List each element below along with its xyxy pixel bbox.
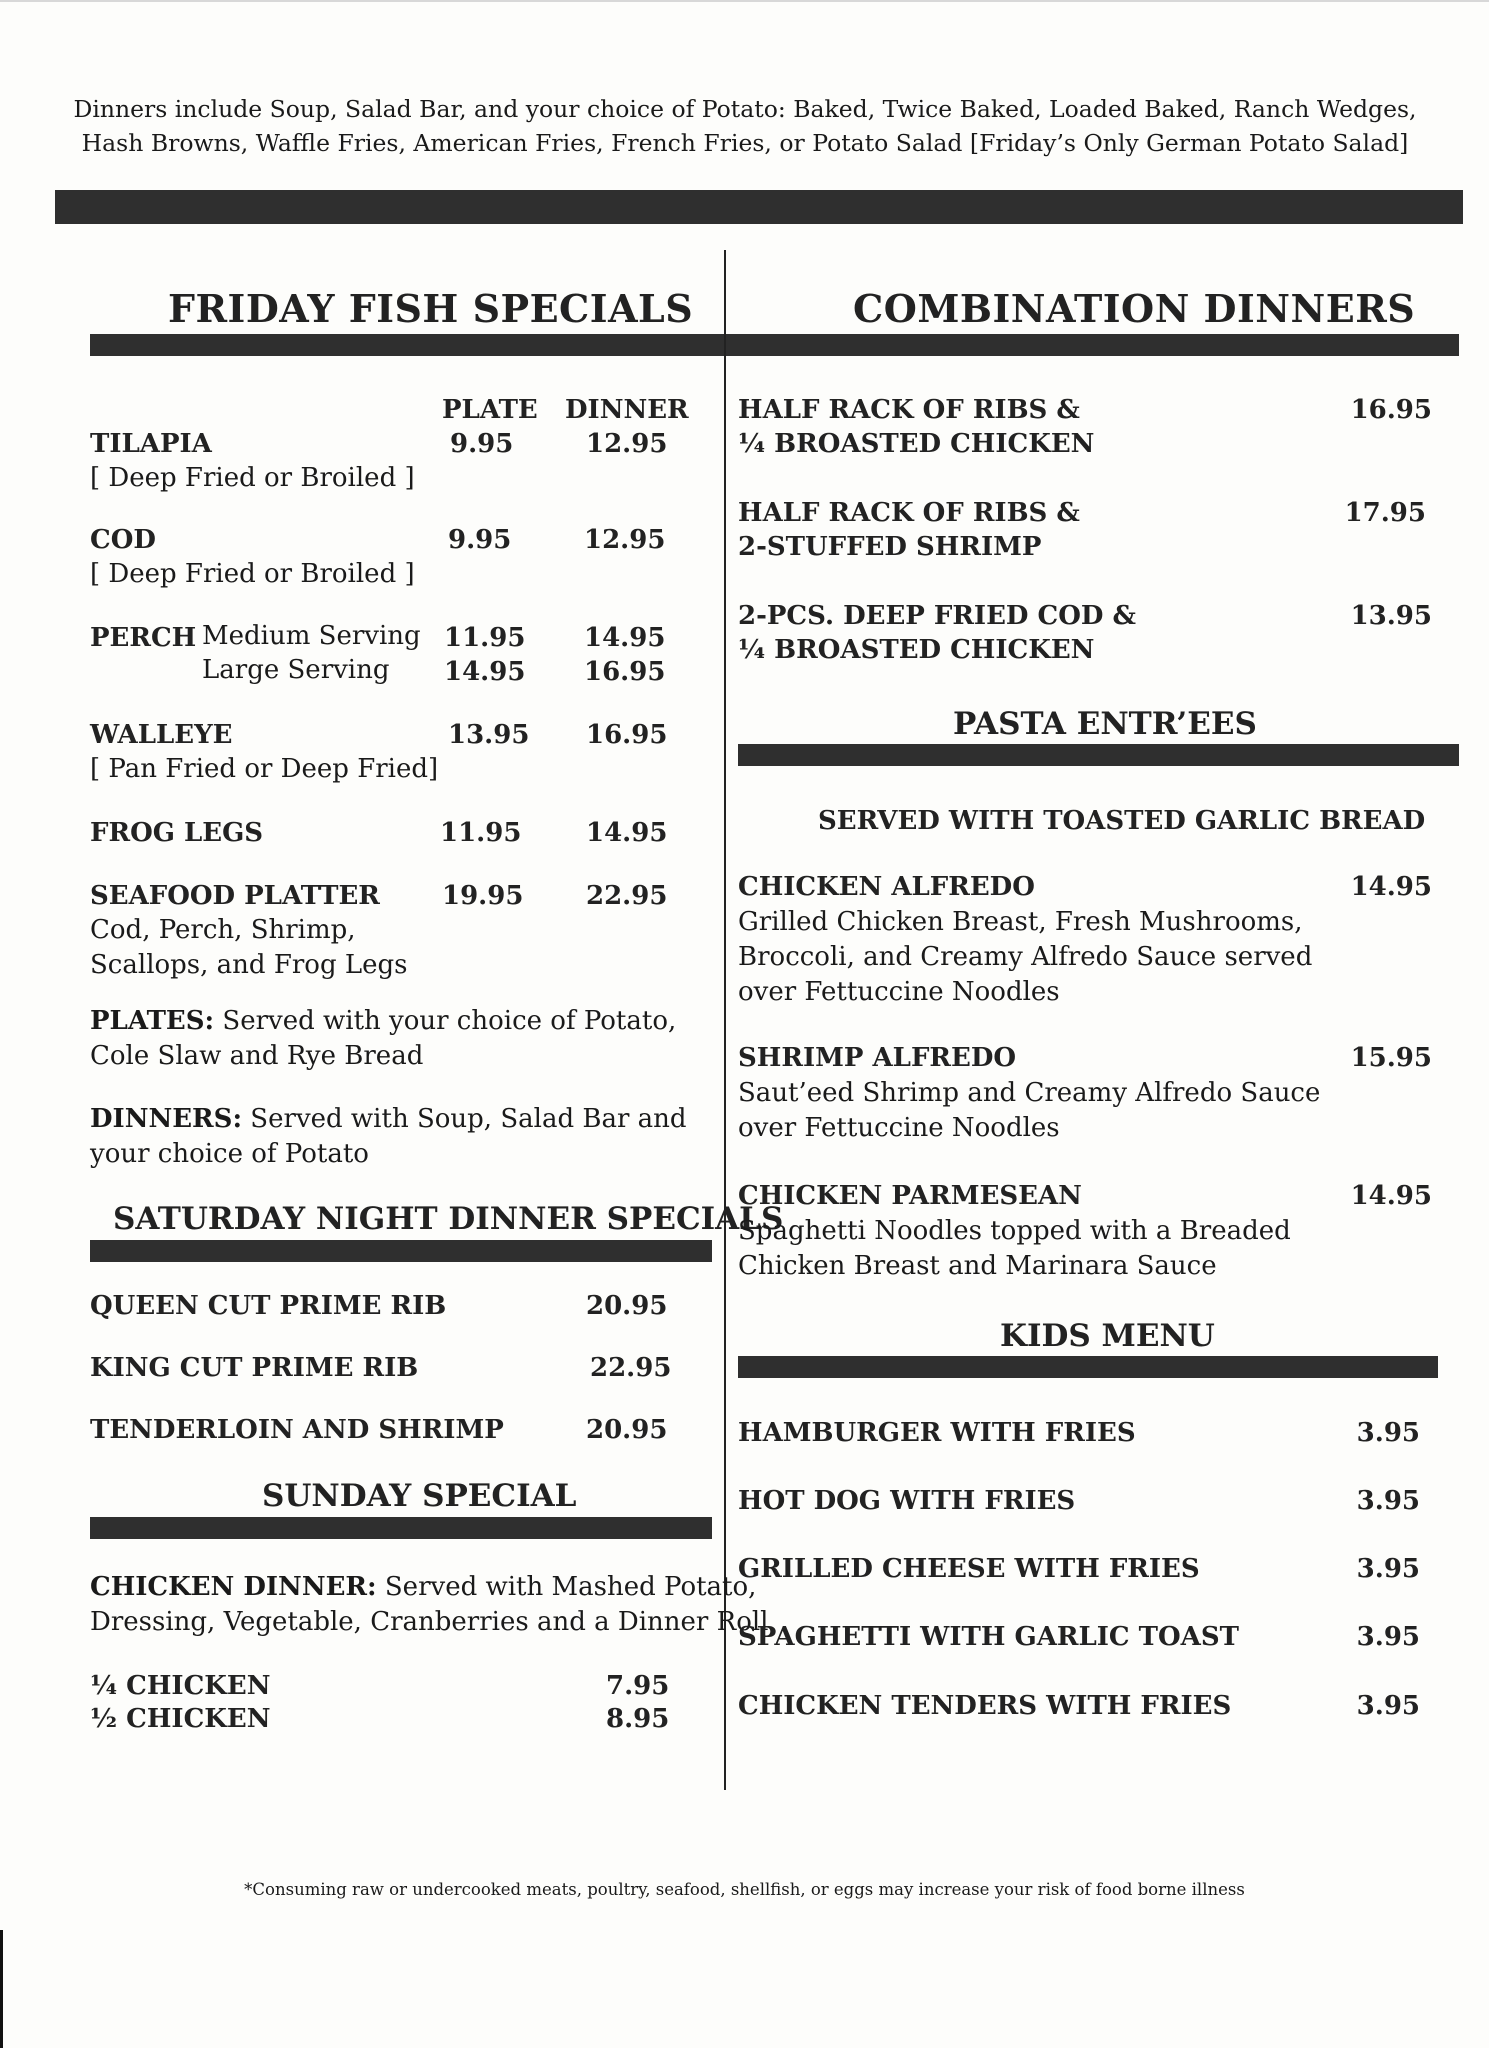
dinners-note-line-2: your choice of Potato [90,1139,369,1169]
combo-3-line-1: 2-PCS. DEEP FRIED COD & [738,601,1136,631]
column-divider [724,250,726,1790]
plates-label: PLATES: [90,1006,215,1036]
cod-plate-price: 9.95 [448,525,512,555]
combo-2-line-1: HALF RACK OF RIBS & [738,498,1080,528]
sunday-section-bar [90,1517,712,1539]
kids-item-price: 3.95 [1356,1691,1420,1721]
combo-3-price: 13.95 [1350,601,1432,631]
chicken-dinner-line-2: Dressing, Vegetable, Cranberries and a Dinner Roll [90,1607,769,1637]
tilapia-name: TILAPIA [90,429,212,459]
plates-text-1: Served with your choice of Potato, [214,1006,677,1036]
food-safety-disclaimer: *Consuming raw or undercooked meats, poultry, seafood, shellfish, or eggs may increase your risk of food borne illness [244,1880,1245,1899]
seafood-platter-dinner-price: 22.95 [586,881,668,911]
chicken-parmesean-desc-1: Spaghetti Noodles topped with a Breaded [738,1216,1291,1246]
kids-item-price: 3.95 [1356,1486,1420,1516]
perch-large-dinner-price: 16.95 [584,657,666,687]
combo-section-bar [726,334,1459,356]
sunday-section-title: SUNDAY SPECIAL [262,1478,577,1514]
seafood-platter-desc-2: Scallops, and Frog Legs [90,950,408,980]
chicken-alfredo-desc-2: Broccoli, and Creamy Alfredo Sauce served [738,942,1313,972]
combo-3-line-2: ¼ BROASTED CHICKEN [738,635,1095,665]
king-cut-price: 22.95 [590,1353,672,1383]
chicken-dinner-line-1 [90,1570,756,1605]
walleye-dinner-price: 16.95 [586,720,668,750]
kids-item-price: 3.95 [1356,1554,1420,1584]
seafood-platter-plate-price: 19.95 [442,881,524,911]
chicken-parmesean-desc-2: Chicken Breast and Marinara Sauce [738,1251,1217,1281]
quarter-chicken-name: ¼ CHICKEN [90,1671,271,1701]
tenderloin-shrimp-price: 20.95 [586,1415,668,1445]
top-divider-bar [55,190,1463,224]
saturday-section-bar [90,1240,712,1262]
perch-medium-dinner-price: 14.95 [584,623,666,653]
fish-section-bar [90,334,724,356]
dinner-column-header: DINNER [565,395,689,425]
perch-medium-plate-price: 11.95 [444,623,526,653]
kids-section-title: KIDS MENU [1000,1318,1215,1354]
queen-cut-price: 20.95 [586,1291,668,1321]
combo-2-line-2: 2-STUFFED SHRIMP [738,532,1042,562]
kids-item-name: HOT DOG WITH FRIES [738,1486,1076,1516]
tilapia-note: [ Deep Fried or Broiled ] [90,463,415,493]
combo-1-price: 16.95 [1350,395,1432,425]
perch-name: PERCH [90,623,197,653]
shrimp-alfredo-name: SHRIMP ALFREDO [738,1043,1017,1073]
kids-item-name: CHICKEN TENDERS WITH FRIES [738,1691,1232,1721]
half-chicken-name: ½ CHICKEN [90,1704,271,1734]
chicken-alfredo-name: CHICKEN ALFREDO [738,872,1035,902]
walleye-note: [ Pan Fried or Deep Fried] [90,754,439,784]
tenderloin-shrimp-name: TENDERLOIN AND SHRIMP [90,1415,504,1445]
tilapia-dinner-price: 12.95 [586,429,668,459]
kids-item-name: HAMBURGER WITH FRIES [738,1418,1136,1448]
kids-item-price: 3.95 [1356,1418,1420,1448]
perch-large-plate-price: 14.95 [444,657,526,687]
pasta-section-bar [738,744,1459,766]
walleye-plate-price: 13.95 [448,720,530,750]
combo-1-line-2: ¼ BROASTED CHICKEN [738,429,1095,459]
frog-legs-name: FROG LEGS [90,818,264,848]
pasta-section-title: PASTA ENTR’EES [953,706,1257,742]
dinners-label: DINNERS: [90,1104,243,1134]
cod-name: COD [90,525,156,555]
combo-section-title: COMBINATION DINNERS [853,286,1416,331]
combo-2-price: 17.95 [1344,498,1426,528]
seafood-platter-desc-1: Cod, Perch, Shrimp, [90,915,356,945]
kids-item-name: GRILLED CHEESE WITH FRIES [738,1554,1200,1584]
perch-medium-label: Medium Serving [202,621,421,651]
half-chicken-price: 8.95 [606,1704,670,1734]
shrimp-alfredo-desc-1: Saut’eed Shrimp and Creamy Alfredo Sauce [738,1078,1321,1108]
kids-section-bar [738,1356,1438,1378]
intro-line-1: Dinners include Soup, Salad Bar, and your choice of Potato: Baked, Twice Baked, Loaded Baked, Ranch Wedges, [73,95,1417,123]
chicken-dinner-label: CHICKEN DINNER: [90,1572,377,1602]
plate-column-header: PLATE [442,395,538,425]
intro-text [60,92,1430,160]
chicken-parmesean-name: CHICKEN PARMESEAN [738,1181,1082,1211]
cod-note: [ Deep Fried or Broiled ] [90,559,415,589]
scan-edge-mark [0,1930,3,2048]
frog-legs-dinner-price: 14.95 [586,818,668,848]
intro-line-2: Hash Browns, Waffle Fries, American Fries, French Fries, or Potato Salad [Friday’s Only German Potato Salad] [81,129,1409,157]
walleye-name: WALLEYE [90,720,233,750]
perch-large-label: Large Serving [202,655,390,685]
chicken-alfredo-price: 14.95 [1350,872,1432,902]
shrimp-alfredo-desc-2: over Fettuccine Noodles [738,1113,1060,1143]
quarter-chicken-price: 7.95 [606,1671,670,1701]
fish-section-title: FRIDAY FISH SPECIALS [168,286,694,331]
chicken-dinner-text-1: Served with Mashed Potato, [376,1572,757,1602]
dinners-text-1: Served with Soup, Salad Bar and [242,1104,687,1134]
cod-dinner-price: 12.95 [584,525,666,555]
kids-item-name: SPAGHETTI WITH GARLIC TOAST [738,1622,1239,1652]
seafood-platter-name: SEAFOOD PLATTER [90,881,380,911]
frog-legs-plate-price: 11.95 [440,818,522,848]
chicken-alfredo-desc-1: Grilled Chicken Breast, Fresh Mushrooms, [738,907,1303,937]
plates-note-line-2: Cole Slaw and Rye Bread [90,1041,424,1071]
scan-edge-line [0,0,1489,2]
chicken-alfredo-desc-3: over Fettuccine Noodles [738,977,1060,1007]
combo-1-line-1: HALF RACK OF RIBS & [738,395,1080,425]
tilapia-plate-price: 9.95 [450,429,514,459]
pasta-subtitle: SERVED WITH TOASTED GARLIC BREAD [818,806,1426,836]
plates-note-line-1 [90,1004,676,1039]
chicken-parmesean-price: 14.95 [1350,1181,1432,1211]
kids-item-price: 3.95 [1356,1622,1420,1652]
dinners-note-line-1 [90,1102,687,1137]
queen-cut-name: QUEEN CUT PRIME RIB [90,1291,447,1321]
king-cut-name: KING CUT PRIME RIB [90,1353,419,1383]
shrimp-alfredo-price: 15.95 [1350,1043,1432,1073]
saturday-section-title: SATURDAY NIGHT DINNER SPECIALS [113,1201,784,1237]
